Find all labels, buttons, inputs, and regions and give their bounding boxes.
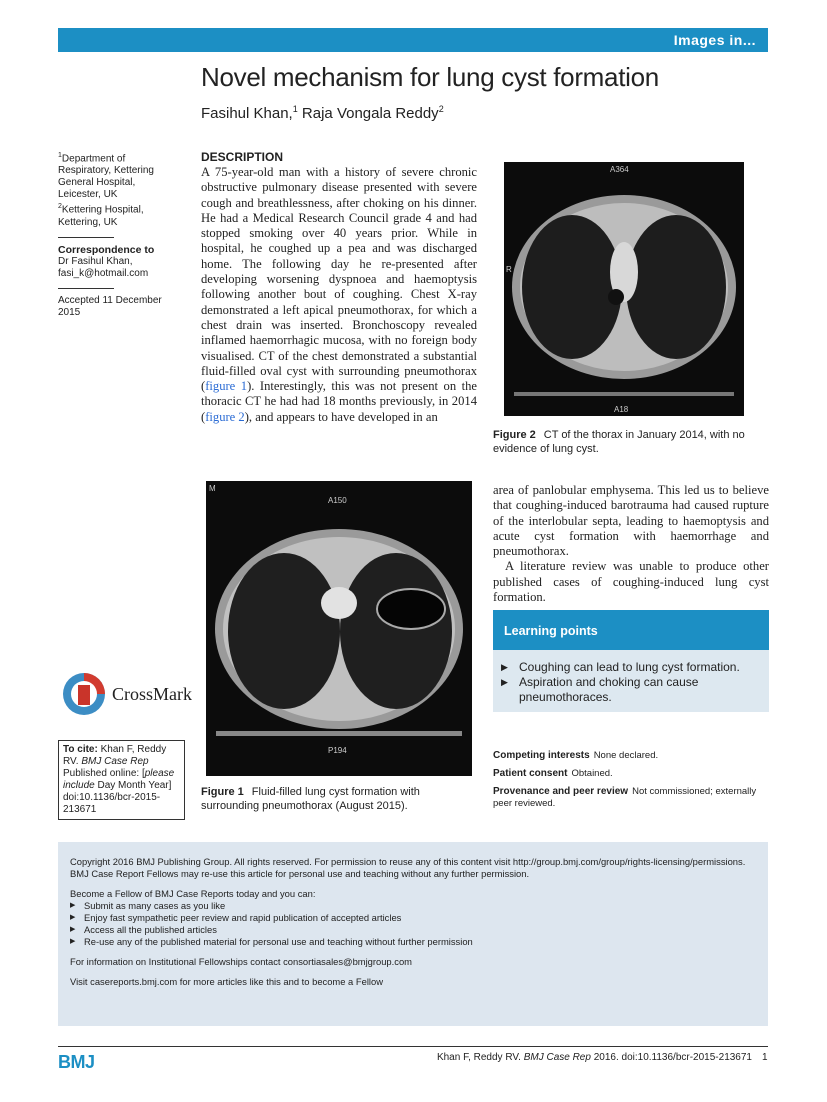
description-continued [493,483,769,605]
footer-rule [58,1046,768,1047]
caption-text: Fluid-filled lung cyst formation with surrounding pneumothorax (August 2015). [201,786,420,812]
become-fellow: Become a Fellow of BMJ Case Reports today and you can: [70,888,316,899]
text: Published online: [ [63,768,145,779]
paragraph: A literature review was unable to produce other published cases of coughing-induced lung cyst formation. [493,559,769,605]
learning-point-text: Aspiration and choking can cause pneumothoraces. [519,675,699,704]
label: Provenance and peer review [493,786,629,797]
description-heading: DESCRIPTION [201,150,284,164]
crossmark-button[interactable] [62,672,192,716]
citation-box [58,740,185,820]
text: ). Interestingly, this was not present on the thoracic CT he had had 18 months previously, in 2014 ( [201,379,477,424]
divider [58,237,114,238]
learning-point-text: Coughing can lead to lung cyst formation. [519,660,740,674]
section-header: Images in... [58,28,768,52]
figure-2-link[interactable]: figure 2 [205,409,245,424]
affiliation [58,201,180,228]
text: Khan F, Reddy RV. [436,1052,521,1063]
value: Not commissioned; externally peer reviewed. [493,786,757,809]
sidebar-info [58,150,180,319]
figure-2-image [504,162,744,416]
correspondence-heading: Correspondence to [58,243,155,256]
aff-text: Department of Respiratory, Kettering General Hospital, Leicester, UK [58,153,154,201]
text: ), and appears to have developed in an [244,409,438,424]
divider [58,288,114,289]
learning-point [501,675,769,705]
learning-points-box [493,610,769,712]
caption-text: CT of the thorax in January 2014, with no evidence of lung cyst. [493,429,745,455]
learning-point [501,660,769,675]
bullet-triangle-icon: ▶ [70,926,76,933]
author-sup: 1 [292,104,298,114]
benefit-item [70,936,756,948]
bullet-triangle-icon: ▶ [70,902,76,909]
visit-link[interactable]: Visit casereports.bmj.com for more articles like this and to become a Fellow [70,976,383,987]
cite-label: To cite: [63,744,98,755]
description-text [201,165,477,425]
image-label: R [506,265,512,274]
value: Obtained. [571,768,613,779]
benefit-text: Access all the published articles [84,924,217,935]
figure-1-link[interactable]: figure 1 [205,379,248,394]
text: please include [63,768,175,791]
image-label: A364 [610,165,629,174]
label: Patient consent [493,768,568,779]
article-title: Novel mechanism for lung cyst formation [201,62,659,92]
benefit-item [70,912,756,924]
author: Fasihul Khan, [201,105,293,122]
footer-citation [270,1052,752,1063]
benefit-text: Enjoy fast sympathetic peer review and rapid publication of accepted articles [84,912,402,923]
author: Raja Vongala Reddy [301,105,439,122]
benefit-text: Re-use any of the published material for personal use and teaching without further permission [84,936,473,947]
figure-2-caption [493,429,769,456]
aff-sup: 1 [58,152,62,159]
text: 2016. doi:10.1136/bcr-2015-213671 [593,1052,752,1063]
bmj-logo: BMJ [58,1052,95,1072]
bullet-triangle-icon: ▶ [70,914,76,921]
competing-interests [493,750,771,762]
description-section [201,150,477,425]
image-label: A150 [328,496,347,505]
fellows-note: BMJ Case Report Fellows may re-use this article for personal use and teaching without any further permission. [70,868,530,879]
copyright: Copyright 2016 BMJ Publishing Group. All rights reserved. For permission to reuse any of this content visit http://group.bmj.com/group/rights-licensing/permissions. [70,856,746,867]
accepted-date: Accepted 11 December 2015 [58,294,162,318]
author-list [201,104,444,122]
bullet-triangle-icon: ▶ [501,662,508,672]
figure-label: Figure 1 [201,786,244,798]
crossmark-icon [62,672,106,716]
correspondence-name: Dr Fasihul Khan, [58,255,133,267]
image-label: P194 [328,746,347,755]
text: Day Month Year] doi:10.1136/bcr-2015-213671 [63,780,172,815]
patient-consent [493,768,771,780]
benefit-item [70,900,756,912]
figure-label: Figure 2 [493,429,536,441]
learning-points-heading: Learning points [493,610,769,650]
affiliation [58,150,180,201]
figure-1-image [206,481,472,776]
bullet-triangle-icon: ▶ [70,938,76,945]
author-sup: 2 [438,104,444,114]
text: A 75-year-old man with a history of severe chronic obstructive pulmonary disease presented with severe cough and breathlessness, after choking on his dinner. He had a Medical Research Council grade 4 and had stopped smoking over 40 years prior. While in hospital, he coughed up a pea and was discharged home. The following day he re-presented after developing worsening dyspnoea and haemoptysis following another bout of coughing. Chest X-ray demonstrated a left apical pneumothorax, for which a chest drain was inserted. Bronchoscopy revealed inflamed haemorrhagic mucosa, with no foreign body visualised. CT of the chest demonstrated a substantial fluid-filled oval cyst with surrounding pneumothorax ( [201,165,477,394]
page-number: 1 [762,1052,768,1063]
benefit-item [70,924,756,936]
text: Khan F, Reddy RV. [63,744,167,767]
label: Competing interests [493,750,590,761]
value: None declared. [593,750,659,761]
fellowship-info: For information on Institutional Fellowships contact consortiasales@bmjgroup.com [70,956,412,967]
image-label: M [209,484,216,493]
crossmark-label: CrossMark [112,683,192,704]
journal: BMJ Case Rep [81,756,149,767]
bullet-triangle-icon: ▶ [501,677,508,687]
correspondence-email[interactable]: fasi_k@hotmail.com [58,267,149,279]
figure-1-caption [201,786,477,813]
aff-text: Kettering Hospital, Kettering, UK [58,204,144,228]
provenance [493,786,771,810]
journal: BMJ Case Rep [523,1052,591,1063]
benefit-text: Submit as many cases as you like [84,900,226,911]
aff-sup: 2 [58,203,62,211]
image-label: A18 [614,405,629,414]
fellowship-box [58,842,768,1026]
paragraph: area of panlobular emphysema. This led us to believe that coughing-induced barotrauma had caused rupture of the interlobular septa, leading to haemoptysis and acute cyst formation with haemorrhage and pneumothorax. [493,483,769,559]
